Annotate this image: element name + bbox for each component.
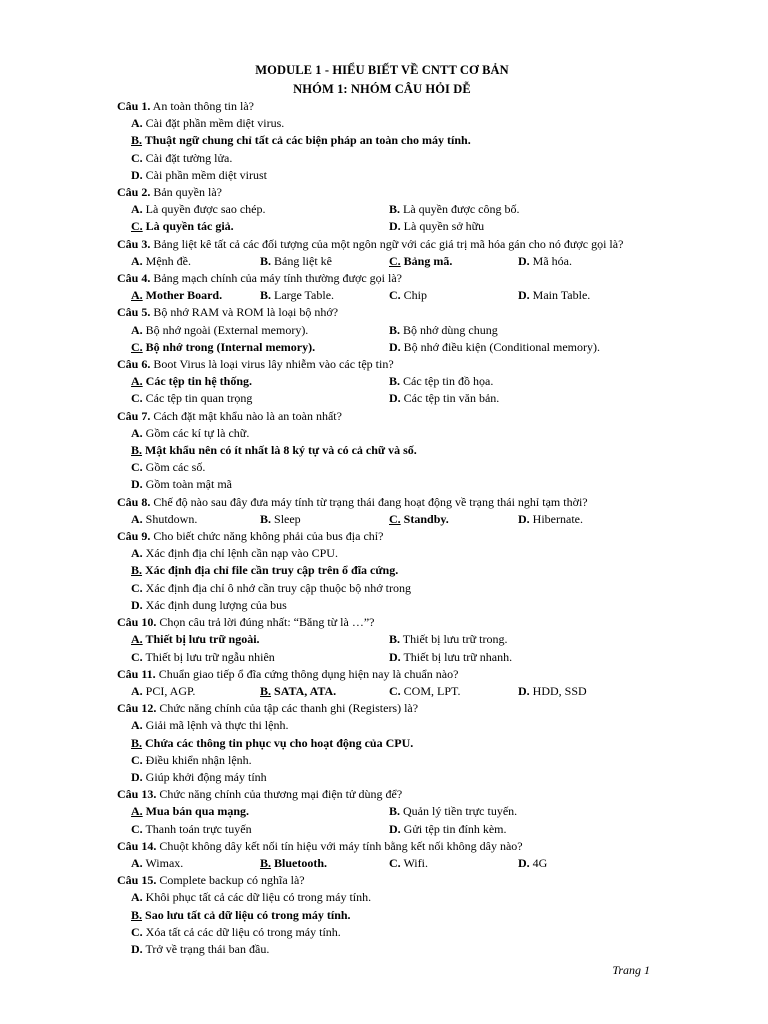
answer-option (131, 752, 647, 769)
option-letter: C. (389, 253, 401, 268)
answer-option (131, 322, 389, 339)
option-text: Bảng liệt kê (271, 253, 332, 268)
option-text: Khôi phục tất cả các dữ liệu có trong máy tính. (142, 890, 372, 905)
question-label: Câu 10. (117, 615, 157, 630)
question (117, 700, 647, 717)
option-text: Sleep (271, 511, 301, 526)
option-text: Cài đặt tường lửa. (142, 150, 233, 165)
option-text: PCI, AGP. (142, 683, 196, 698)
question-text: Complete backup có nghĩa là? (156, 873, 305, 888)
question-text: Chức năng chính của tập các thanh ghi (Registers) là? (156, 701, 419, 716)
option-row (117, 821, 647, 838)
option-text: Gồm các kí tự là chữ. (142, 425, 250, 440)
option-row (117, 132, 647, 149)
option-text: Bluetooth. (271, 855, 328, 870)
option-letter: C. (131, 460, 143, 475)
answer-option-correct (389, 253, 518, 270)
option-row (117, 287, 647, 304)
option-letter: B. (131, 563, 143, 578)
option-letter: A. (131, 804, 143, 819)
question-label: Câu 3. (117, 236, 151, 251)
answer-option (131, 683, 260, 700)
option-row (117, 476, 647, 493)
answer-option (389, 821, 647, 838)
option-letter: C. (389, 683, 401, 698)
option-text: Cài đặt phần mềm diệt virus. (142, 116, 285, 131)
answer-option (518, 511, 647, 528)
question-text: Bộ nhớ RAM và ROM là loại bộ nhớ? (150, 305, 339, 320)
option-letter: B. (389, 374, 401, 389)
answer-option (389, 649, 647, 666)
answer-option (131, 717, 647, 734)
option-text: Là quyền tác giả. (142, 219, 234, 234)
page-number: Trang 1 (612, 963, 650, 977)
answer-option (518, 287, 647, 304)
option-text: Thiết bị lưu trữ ngẫu nhiên (142, 649, 275, 664)
answer-option-correct (260, 855, 389, 872)
option-letter: B. (131, 907, 143, 922)
option-row (117, 769, 647, 786)
option-text: Hibernate. (529, 511, 583, 526)
option-letter: D. (389, 821, 401, 836)
option-letter: C. (131, 339, 143, 354)
question-label: Câu 1. (117, 99, 151, 113)
option-row (117, 717, 647, 734)
option-text: Các tệp tin văn bản. (400, 391, 500, 406)
option-text: Thiết bị lưu trữ trong. (400, 632, 508, 647)
option-text: Large Table. (271, 288, 335, 303)
option-letter: D. (131, 769, 143, 784)
option-text: Gồm các số. (142, 460, 206, 475)
option-text: Bảng mã. (400, 253, 453, 268)
option-letter: C. (131, 150, 143, 165)
option-row (117, 373, 647, 390)
question-label: Câu 12. (117, 701, 157, 716)
option-row (117, 322, 647, 339)
answer-option (131, 597, 647, 614)
answer-option (260, 287, 389, 304)
option-letter: B. (260, 855, 272, 870)
answer-option (389, 855, 518, 872)
option-row (117, 545, 647, 562)
option-letter: D. (518, 511, 530, 526)
option-letter: C. (389, 288, 401, 303)
option-row (117, 649, 647, 666)
question-label: Câu 15. (117, 873, 157, 888)
question (117, 528, 647, 545)
option-text: Standby. (400, 511, 449, 526)
option-text: HDD, SSD (529, 683, 587, 698)
option-text: Các tệp tin đồ họa. (400, 374, 494, 389)
answer-option (389, 201, 647, 218)
answer-option (131, 167, 647, 184)
question (117, 184, 647, 201)
option-text: Trở về trạng thái ban đầu. (142, 941, 270, 956)
question (117, 614, 647, 631)
answer-option (131, 889, 647, 906)
option-text: Điều khiển nhận lệnh. (142, 752, 252, 767)
option-row (117, 735, 647, 752)
answer-option (389, 683, 518, 700)
option-letter: A. (131, 511, 143, 526)
question-text: Chọn câu trả lời đúng nhất: “Băng từ là …”? (156, 615, 375, 630)
option-text: Là quyền được công bố. (400, 202, 520, 217)
option-text: Xác định dung lượng của bus (142, 597, 287, 612)
question-text: Bảng mạch chính của máy tính thường được gọi là? (150, 271, 402, 286)
question (117, 408, 647, 425)
option-letter: D. (389, 339, 401, 354)
option-text: Xác định địa chỉ lệnh cần nạp vào CPU. (142, 546, 338, 561)
question (117, 356, 647, 373)
question-text: An toàn thông tin là? (150, 99, 254, 113)
option-text: Main Table. (529, 288, 591, 303)
answer-option (131, 511, 260, 528)
option-row (117, 339, 647, 356)
option-letter: D. (389, 649, 401, 664)
option-letter: D. (518, 855, 530, 870)
option-row (117, 855, 647, 872)
option-text: Giải mã lệnh và thực thi lệnh. (142, 718, 289, 733)
option-letter: A. (131, 374, 143, 389)
option-row (117, 597, 647, 614)
answer-option-correct (131, 735, 647, 752)
answer-option (389, 373, 647, 390)
answer-option (389, 339, 647, 356)
answer-option-correct (131, 132, 647, 149)
option-text: Wimax. (142, 855, 184, 870)
question-text: Cho biết chức năng không phải của bus địa chỉ? (150, 529, 384, 544)
option-row (117, 907, 647, 924)
question (117, 270, 647, 287)
option-text: Mother Board. (142, 288, 223, 303)
answer-option (518, 253, 647, 270)
option-text: Chứa các thông tin phục vụ cho hoạt động của CPU. (142, 735, 414, 750)
option-row (117, 459, 647, 476)
option-letter: B. (260, 253, 272, 268)
option-text: Là quyền được sao chép. (142, 202, 266, 217)
option-letter: C. (131, 580, 143, 595)
option-text: Chip (400, 288, 428, 303)
question-label: Câu 2. (117, 185, 151, 200)
answer-option (131, 821, 389, 838)
option-letter: A. (131, 546, 143, 561)
question (117, 838, 647, 855)
option-text: Quản lý tiền trực tuyến. (400, 804, 518, 819)
question (117, 494, 647, 511)
option-letter: C. (131, 924, 143, 939)
option-text: Bộ nhớ điều kiện (Conditional memory). (400, 339, 600, 354)
answer-option (131, 390, 389, 407)
question-label: Câu 11. (117, 666, 156, 681)
answer-option (131, 201, 389, 218)
question (117, 304, 647, 321)
question (117, 98, 647, 115)
question-label: Câu 5. (117, 305, 151, 320)
option-row (117, 580, 647, 597)
answer-option (131, 649, 389, 666)
answer-option-correct (131, 287, 260, 304)
option-letter: A. (131, 288, 143, 303)
option-text: Là quyền sở hữu (400, 219, 485, 234)
question-text: Chức năng chính của thương mại điện tử dùng để? (156, 787, 403, 802)
option-row (117, 683, 647, 700)
option-letter: A. (131, 890, 143, 905)
option-text: Bộ nhớ dùng chung (400, 322, 498, 337)
answer-option (260, 253, 389, 270)
module-title: MODULE 1 - HIỂU BIẾT VỀ CNTT CƠ BẢN (255, 63, 509, 77)
option-letter: D. (518, 288, 530, 303)
option-letter: C. (131, 821, 143, 836)
option-letter: A. (131, 202, 143, 217)
option-text: Thuật ngữ chung chỉ tất cả các biện pháp an toàn cho máy tính. (142, 133, 471, 148)
group-title: NHÓM 1: NHÓM CÂU HỎI DỄ (293, 82, 471, 96)
option-row (117, 218, 647, 235)
option-letter: B. (131, 443, 143, 458)
option-row (117, 201, 647, 218)
option-row (117, 115, 647, 132)
answer-option (518, 683, 647, 700)
option-text: Mã hóa. (529, 253, 572, 268)
answer-option (389, 390, 647, 407)
option-text: COM, LPT. (400, 683, 461, 698)
question-label: Câu 6. (117, 357, 151, 372)
option-text: Xác định địa chỉ file cần truy cập trên ổ đĩa cứng. (142, 563, 399, 578)
option-row (117, 631, 647, 648)
question-label: Câu 4. (117, 271, 151, 286)
option-row (117, 253, 647, 270)
option-letter: A. (131, 425, 143, 440)
option-letter: A. (131, 718, 143, 733)
option-letter: C. (131, 752, 143, 767)
option-text: SATA, ATA. (271, 683, 337, 698)
option-row (117, 924, 647, 941)
answer-option (389, 631, 647, 648)
question (117, 236, 647, 253)
option-text: Xóa tất cả các dữ liệu có trong máy tính. (142, 924, 341, 939)
answer-option (389, 803, 647, 820)
option-text: Thiết bị lưu trữ ngoài. (142, 632, 260, 647)
option-letter: A. (131, 322, 143, 337)
question-text: Boot Virus là loại virus lây nhiễm vào các tệp tin? (150, 357, 394, 372)
option-row (117, 889, 647, 906)
question-label: Câu 9. (117, 529, 151, 544)
answer-option (131, 459, 647, 476)
option-text: Thiết bị lưu trữ nhanh. (400, 649, 513, 664)
option-text: Giúp khởi động máy tính (142, 769, 267, 784)
option-letter: B. (260, 288, 272, 303)
option-letter: D. (131, 941, 143, 956)
option-letter: A. (131, 855, 143, 870)
option-text: Các tệp tin hệ thống. (142, 374, 253, 389)
answer-option (131, 150, 647, 167)
answer-option-correct (389, 511, 518, 528)
answer-option (131, 425, 647, 442)
answer-option (389, 322, 647, 339)
option-text: Bộ nhớ trong (Internal memory). (142, 339, 316, 354)
answer-option-correct (131, 218, 389, 235)
option-letter: D. (518, 253, 530, 268)
answer-option (131, 476, 647, 493)
option-text: Các tệp tin quan trọng (142, 391, 253, 406)
option-text: Gồm toàn mật mã (142, 477, 232, 492)
option-letter: B. (260, 683, 272, 698)
option-text: Mật khẩu nên có ít nhất là 8 ký tự và có cả chữ và số. (142, 443, 417, 458)
answer-option-correct (131, 442, 647, 459)
question-label: Câu 8. (117, 494, 151, 509)
answer-option-correct (131, 339, 389, 356)
option-letter: D. (518, 683, 530, 698)
option-row (117, 150, 647, 167)
question-text: Cách đặt mật khẩu nào là an toàn nhất? (150, 408, 342, 423)
option-row (117, 425, 647, 442)
question-label: Câu 13. (117, 787, 157, 802)
question (117, 786, 647, 803)
option-row (117, 511, 647, 528)
question-label: Câu 14. (117, 838, 157, 853)
option-letter: D. (131, 477, 143, 492)
question (117, 872, 647, 889)
answer-option (131, 253, 260, 270)
answer-option-correct (131, 631, 389, 648)
option-text: Bộ nhớ ngoài (External memory). (142, 322, 309, 337)
option-text: Xác định địa chỉ ô nhớ cần truy cập thuộc bộ nhớ trong (142, 580, 411, 595)
question-text: Bảng liệt kê tất cả các đối tượng của một ngôn ngữ với các giá trị mã hóa gán cho nó được gọi là? (150, 236, 624, 251)
option-text: Gửi tệp tin đính kèm. (400, 821, 507, 836)
option-text: 4G (529, 855, 548, 870)
option-row (117, 941, 647, 958)
answer-option (131, 580, 647, 597)
option-row (117, 167, 647, 184)
question-list (117, 98, 647, 958)
answer-option (131, 855, 260, 872)
answer-option-correct (131, 907, 647, 924)
option-text: Thanh toán trực tuyến (142, 821, 252, 836)
answer-option (260, 511, 389, 528)
option-letter: B. (389, 804, 401, 819)
question-text: Chuột không dây kết nối tín hiệu với máy tính bằng kết nối không dây nào? (156, 838, 523, 853)
option-text: Mệnh đề. (142, 253, 191, 268)
answer-option (518, 855, 647, 872)
option-text: Cài phần mềm diệt virust (142, 167, 267, 182)
option-letter: A. (131, 116, 143, 131)
answer-option-correct (131, 562, 647, 579)
document-page (117, 62, 647, 958)
option-letter: B. (389, 322, 401, 337)
answer-option (131, 941, 647, 958)
answer-option (131, 545, 647, 562)
answer-option-correct (131, 373, 389, 390)
question-text: Chuẩn giao tiếp ổ đĩa cứng thông dụng hiện nay là chuẩn nào? (155, 666, 459, 681)
option-letter: A. (131, 632, 143, 647)
option-text: Wifi. (400, 855, 428, 870)
option-text: Shutdown. (142, 511, 198, 526)
option-letter: B. (260, 511, 272, 526)
question-text: Bản quyền là? (150, 185, 222, 200)
answer-option (389, 287, 518, 304)
option-letter: C. (131, 649, 143, 664)
answer-option-correct (131, 803, 389, 820)
option-row (117, 562, 647, 579)
option-letter: B. (389, 202, 401, 217)
answer-option (131, 115, 647, 132)
option-letter: A. (131, 253, 143, 268)
option-row (117, 390, 647, 407)
option-text: Mua bán qua mạng. (142, 804, 250, 819)
option-letter: D. (389, 391, 401, 406)
answer-option (131, 769, 647, 786)
option-letter: C. (389, 855, 401, 870)
answer-option (389, 218, 647, 235)
question-text: Chế độ nào sau đây đưa máy tính từ trạng thái đang hoạt động về trạng thái nghỉ tạm thời? (150, 494, 588, 509)
option-letter: D. (131, 597, 143, 612)
option-letter: B. (131, 735, 143, 750)
question (117, 666, 647, 683)
option-text: Sao lưu tất cả dữ liệu có trong máy tính. (142, 907, 351, 922)
option-letter: C. (131, 219, 143, 234)
option-letter: A. (131, 683, 143, 698)
question-label: Câu 7. (117, 408, 151, 423)
option-letter: B. (389, 632, 401, 647)
option-letter: D. (389, 219, 401, 234)
answer-option-correct (260, 683, 389, 700)
option-letter: C. (389, 511, 401, 526)
option-row (117, 442, 647, 459)
option-letter: C. (131, 391, 143, 406)
option-row (117, 803, 647, 820)
option-letter: B. (131, 133, 143, 148)
answer-option (131, 924, 647, 941)
option-row (117, 752, 647, 769)
option-letter: D. (131, 167, 143, 182)
